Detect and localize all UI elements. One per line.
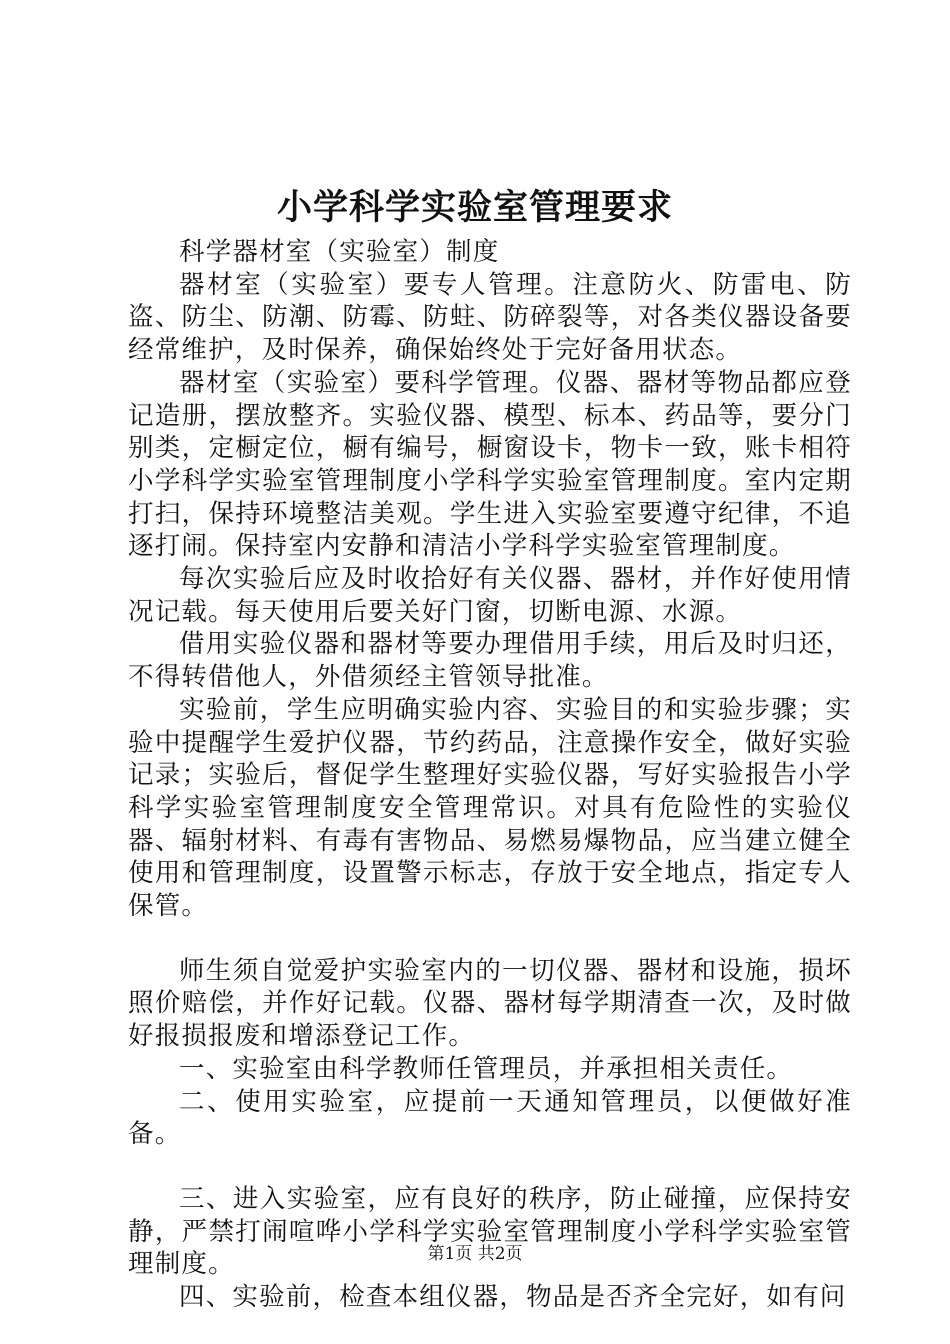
paragraph: 每次实验后应及时收拾好有关仪器、器材，并作好使用情况记载。每天使用后要关好门窗，切断电源、水源。	[128, 564, 852, 627]
paragraph: 器材室（实验室）要专人管理。注意防火、防雷电、防盗、防尘、防潮、防霉、防蛀、防碎裂等，对各类仪器设备要经常维护，及时保养，确保始终处于完好备用状态。	[128, 269, 852, 366]
paragraph: 四、实验前，检查本组仪器，物品是否齐全完好，如有问	[179, 1282, 847, 1313]
page-footer: 第1页 共2页	[427, 1244, 523, 1264]
document-title: 小学科学实验室管理要求	[276, 187, 673, 228]
document-body	[128, 236, 852, 1314]
paragraph: 师生须自觉爱护实验室内的一切仪器、器材和设施，损坏照价赔偿，并作好记载。仪器、器材每学期清查一次，及时做好报损报废和增添登记工作。	[128, 955, 852, 1052]
paragraph: 实验前，学生应明确实验内容、实验目的和实验步骤；实验中提醒学生爱护仪器，节约药品，注意操作安全，做好实验记录；实验后，督促学生整理好实验仪器，写好实验报告小学科学实验室管理制度安全管理常识。对具有危险性的实验仪器、辐射材料、有毒有害物品、易燃易爆物品，应当建立健全使用和管理制度，设置警示标志，存放于安全地点，指定专人保管。	[128, 694, 852, 922]
paragraph-heading: 科学器材室（实验室）制度	[179, 237, 500, 267]
paragraph: 借用实验仪器和器材等要办理借用手续，用后及时归还，不得转借他人，外借须经主管领导批准。	[128, 629, 852, 693]
paragraph: 二、使用实验室，应提前一天通知管理员，以便做好准备。	[128, 1086, 852, 1150]
paragraph: 器材室（实验室）要科学管理。仪器、器材等物品都应登记造册，摆放整齐。实验仪器、模型、标本、药品等，要分门别类，定橱定位，橱有编号，橱窗设卡，物卡一致，账卡相符小学科学实验室管理制度小学科学实验室管理制度。室内定期打扫，保持环境整洁美观。学生进入实验室要遵守纪律，不追逐打闹。保持室内安静和清洁小学科学实验室管理制度。	[128, 367, 852, 562]
paragraph: 三、进入实验室，应有良好的秩序，防止碰撞，应保持安静，严禁打闹喧哗小学科学实验室管理制度小学科学实验室管理制度。	[128, 1183, 852, 1280]
paragraph: 一、实验室由科学教师任管理员，并承担相关责任。	[179, 1053, 794, 1084]
